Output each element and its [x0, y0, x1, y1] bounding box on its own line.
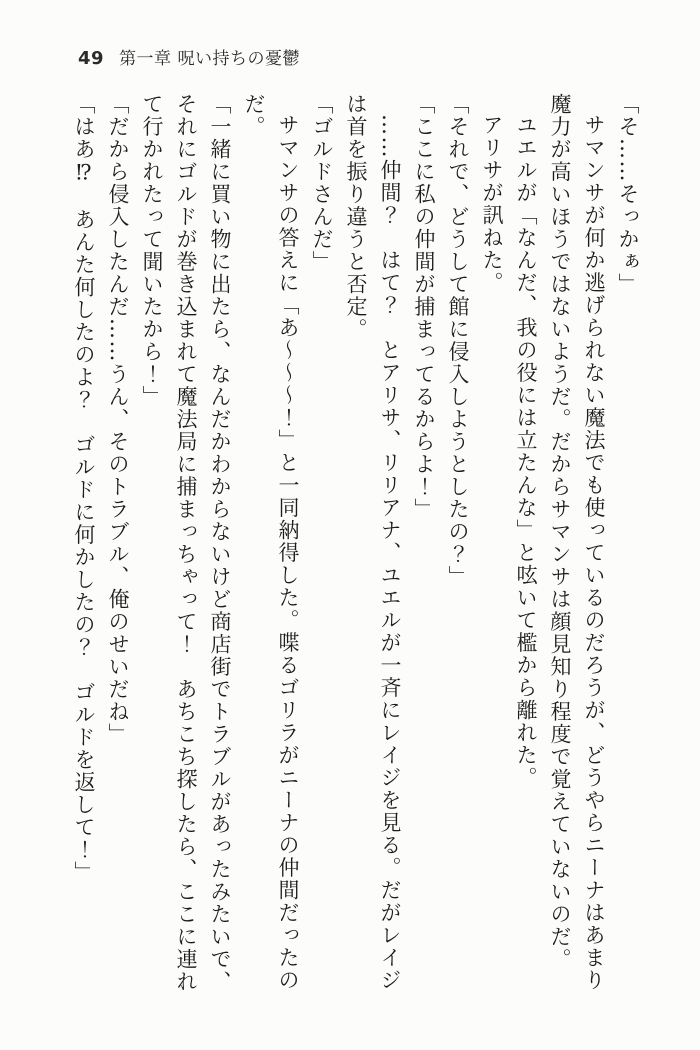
paragraph-narration: ユエルが「なんだ、我の役には立たんな」と呟いて檻から離れた。	[514, 114, 538, 789]
paragraph-dialogue: 「だから侵入したんだ……うん、そのトラブル、俺のせいだね」	[106, 93, 130, 746]
chapter-title: 第一章 呪い持ちの憂鬱	[119, 49, 300, 69]
paragraph-narration: アリサが訊ねた。	[480, 114, 504, 294]
paragraph-dialogue: 「それで、どうして館に侵入しようとしたの？」	[446, 93, 470, 588]
body-text	[59, 93, 645, 995]
page-header	[78, 44, 300, 69]
paragraph-dialogue: 「ゴルドさんだ」	[310, 93, 334, 273]
page-number: 49	[78, 48, 105, 69]
paragraph-dialogue: 「そ……そっかぁ」	[616, 93, 640, 296]
paragraph-dialogue: 「はあ⁉ あんた何したのよ？ ゴルドに何かしたの？ ゴルドを返して！」	[72, 93, 96, 884]
paragraph-narration: ……仲間？ はて？ とアリサ、リリアナ、ユエルが一斉にレイジを見る。だがレイジは首を振り違うと否定。	[344, 93, 402, 992]
paragraph-narration: サマンサの答えに「あ～～～！」と一同納得した。喋るゴリラがニーナの仲間だったのだ。	[242, 93, 300, 992]
paragraph-dialogue: 「ここに私の仲間が捕まってるからよ！」	[412, 93, 436, 521]
paragraph-narration: サマンサが何か逃げられない魔法でも使っているのだろうが、どうやらニーナはあまり魔力が高いほうではないようだ。だからサマンサは顔見知り程度で覚えていないのだ。	[548, 93, 606, 992]
paragraph-dialogue: 「一緒に買い物に出たら、なんだかわからないけど商店街でトラブルがあったみたいで、それにゴルドが巻き込まれて魔法局に捕まっちゃって！ あちこち探したら、ここに連れて行かれたって聞いたから！」	[140, 93, 232, 993]
